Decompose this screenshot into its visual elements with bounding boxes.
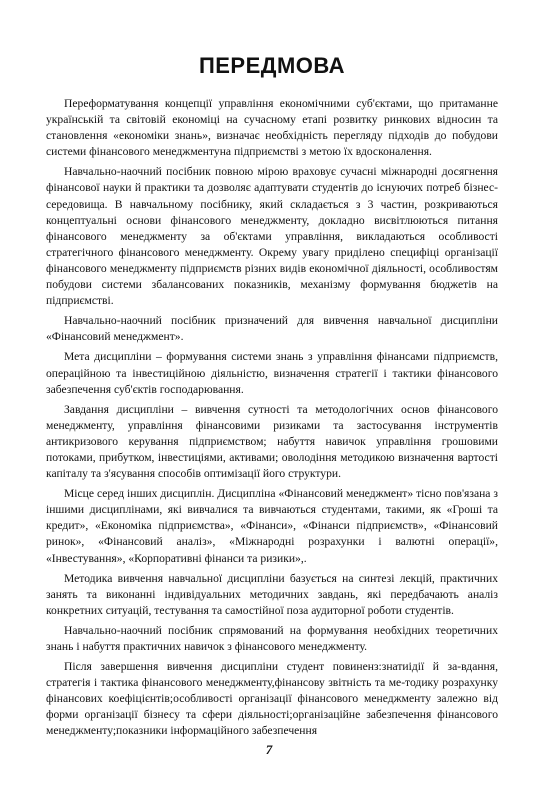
paragraph-purpose: Навчально-наочний посібник призначений для вивчення навчальної дисципліни «Фінансовий менеджмент». xyxy=(46,314,498,344)
document-page xyxy=(46,54,498,744)
paragraph-intro: Переформатування концепції управління економічними суб'єктами, що притаманне українській та світовій економіці на сучасному етапі розвитку ринкових відносин та становлення «економіки знань», визначає необхідність перегляду підходів до побудови системи фінансового менеджментуна підприємстві з метою їх вдосконалення. xyxy=(46,97,498,159)
paragraph-textbook-description: Навчально-наочний посібник повною мірою враховує сучасні міжнародні досягнення фінансової науки й практики та дозволяє адаптувати студентів до існуючих потреб бізнес-середовища. В навчальному посібнику, який складається з 3 частин, розкриваються концептуальні основи фінансового менеджменту, докладно висвітлюються питання фінансового менеджменту за об'єктами управління, викладаються особливості стратегічного фінансового менеджменту. Окрему увагу приділено специфіці організації фінансового менеджменту підприємств різних видів економічної діяльності, особливостям побудови системи збалансованих показників, механізму формування бюджетів на підприємстві. xyxy=(46,165,498,308)
paragraph-discipline-place: Місце серед інших дисциплін. Дисципліна «Фінансовий менеджмент» тісно пов'язана з іншими дисциплінами, які вивчалися та вивчаються студентами, такими, як «Гроші та кредит», «Економіка підприємства», «Фінанси», «Фінанси підприємств», «Фінансовий ринок», «Фінансовий аналіз», «Міжнародні розрахунки і валютні операції», «Інвестування», «Корпоративні фінанси та ризики»,. xyxy=(46,487,498,565)
paragraph-orientation: Навчально-наочний посібник спрямований на формування необхідних теоретичних знань і набуття практичних навичок з фінансового менеджменту. xyxy=(46,623,498,653)
page-title: ПЕРЕДМОВА xyxy=(198,53,346,78)
page-number: 7 xyxy=(265,742,273,757)
paragraph-methodology: Методика вивчення навчальної дисципліни базується на синтезі лекцій, практичних занять та виконанні індивідуальних методичних завдань, які передбачають аналіз конкретних ситуацій, тестування та самостійної поза аудиторної роботи студентів. xyxy=(46,571,498,617)
paragraph-discipline-tasks: Завдання дисципліни – вивчення сутності та методологічних основ фінансового менеджменту, управління фінансовими ризиками та застосування інструментів антикризового керування підприємством; набуття навичок управління грошовими потоками, прибутком, інвестиціями, активами; оволодіння методикою визначення вартості капіталу та з'ясування способів оптимізації його структури. xyxy=(46,402,498,481)
paragraph-discipline-goal: Мета дисципліни – формування системи знань з управління фінансами підприємств, операційною та інвестиційною діяльністю, визначення стратегії і тактики фінансового забезпечення суб'єктів господарювання. xyxy=(46,350,498,396)
paragraph-learning-outcomes: Після завершення вивчення дисципліни студент повиненз:знатиідії й за-вдання, стратегія і тактика фінансового менеджменту,фінансову звітність та ме-тодику розрахунку фінансових коефіцієнтів;особливості організації фінансового менеджменту залежно від форми організації бізнесу та сфери діяльності;організаційне забезпечення фінансового менеджменту;показники інформаційного забезпечення xyxy=(46,660,498,738)
